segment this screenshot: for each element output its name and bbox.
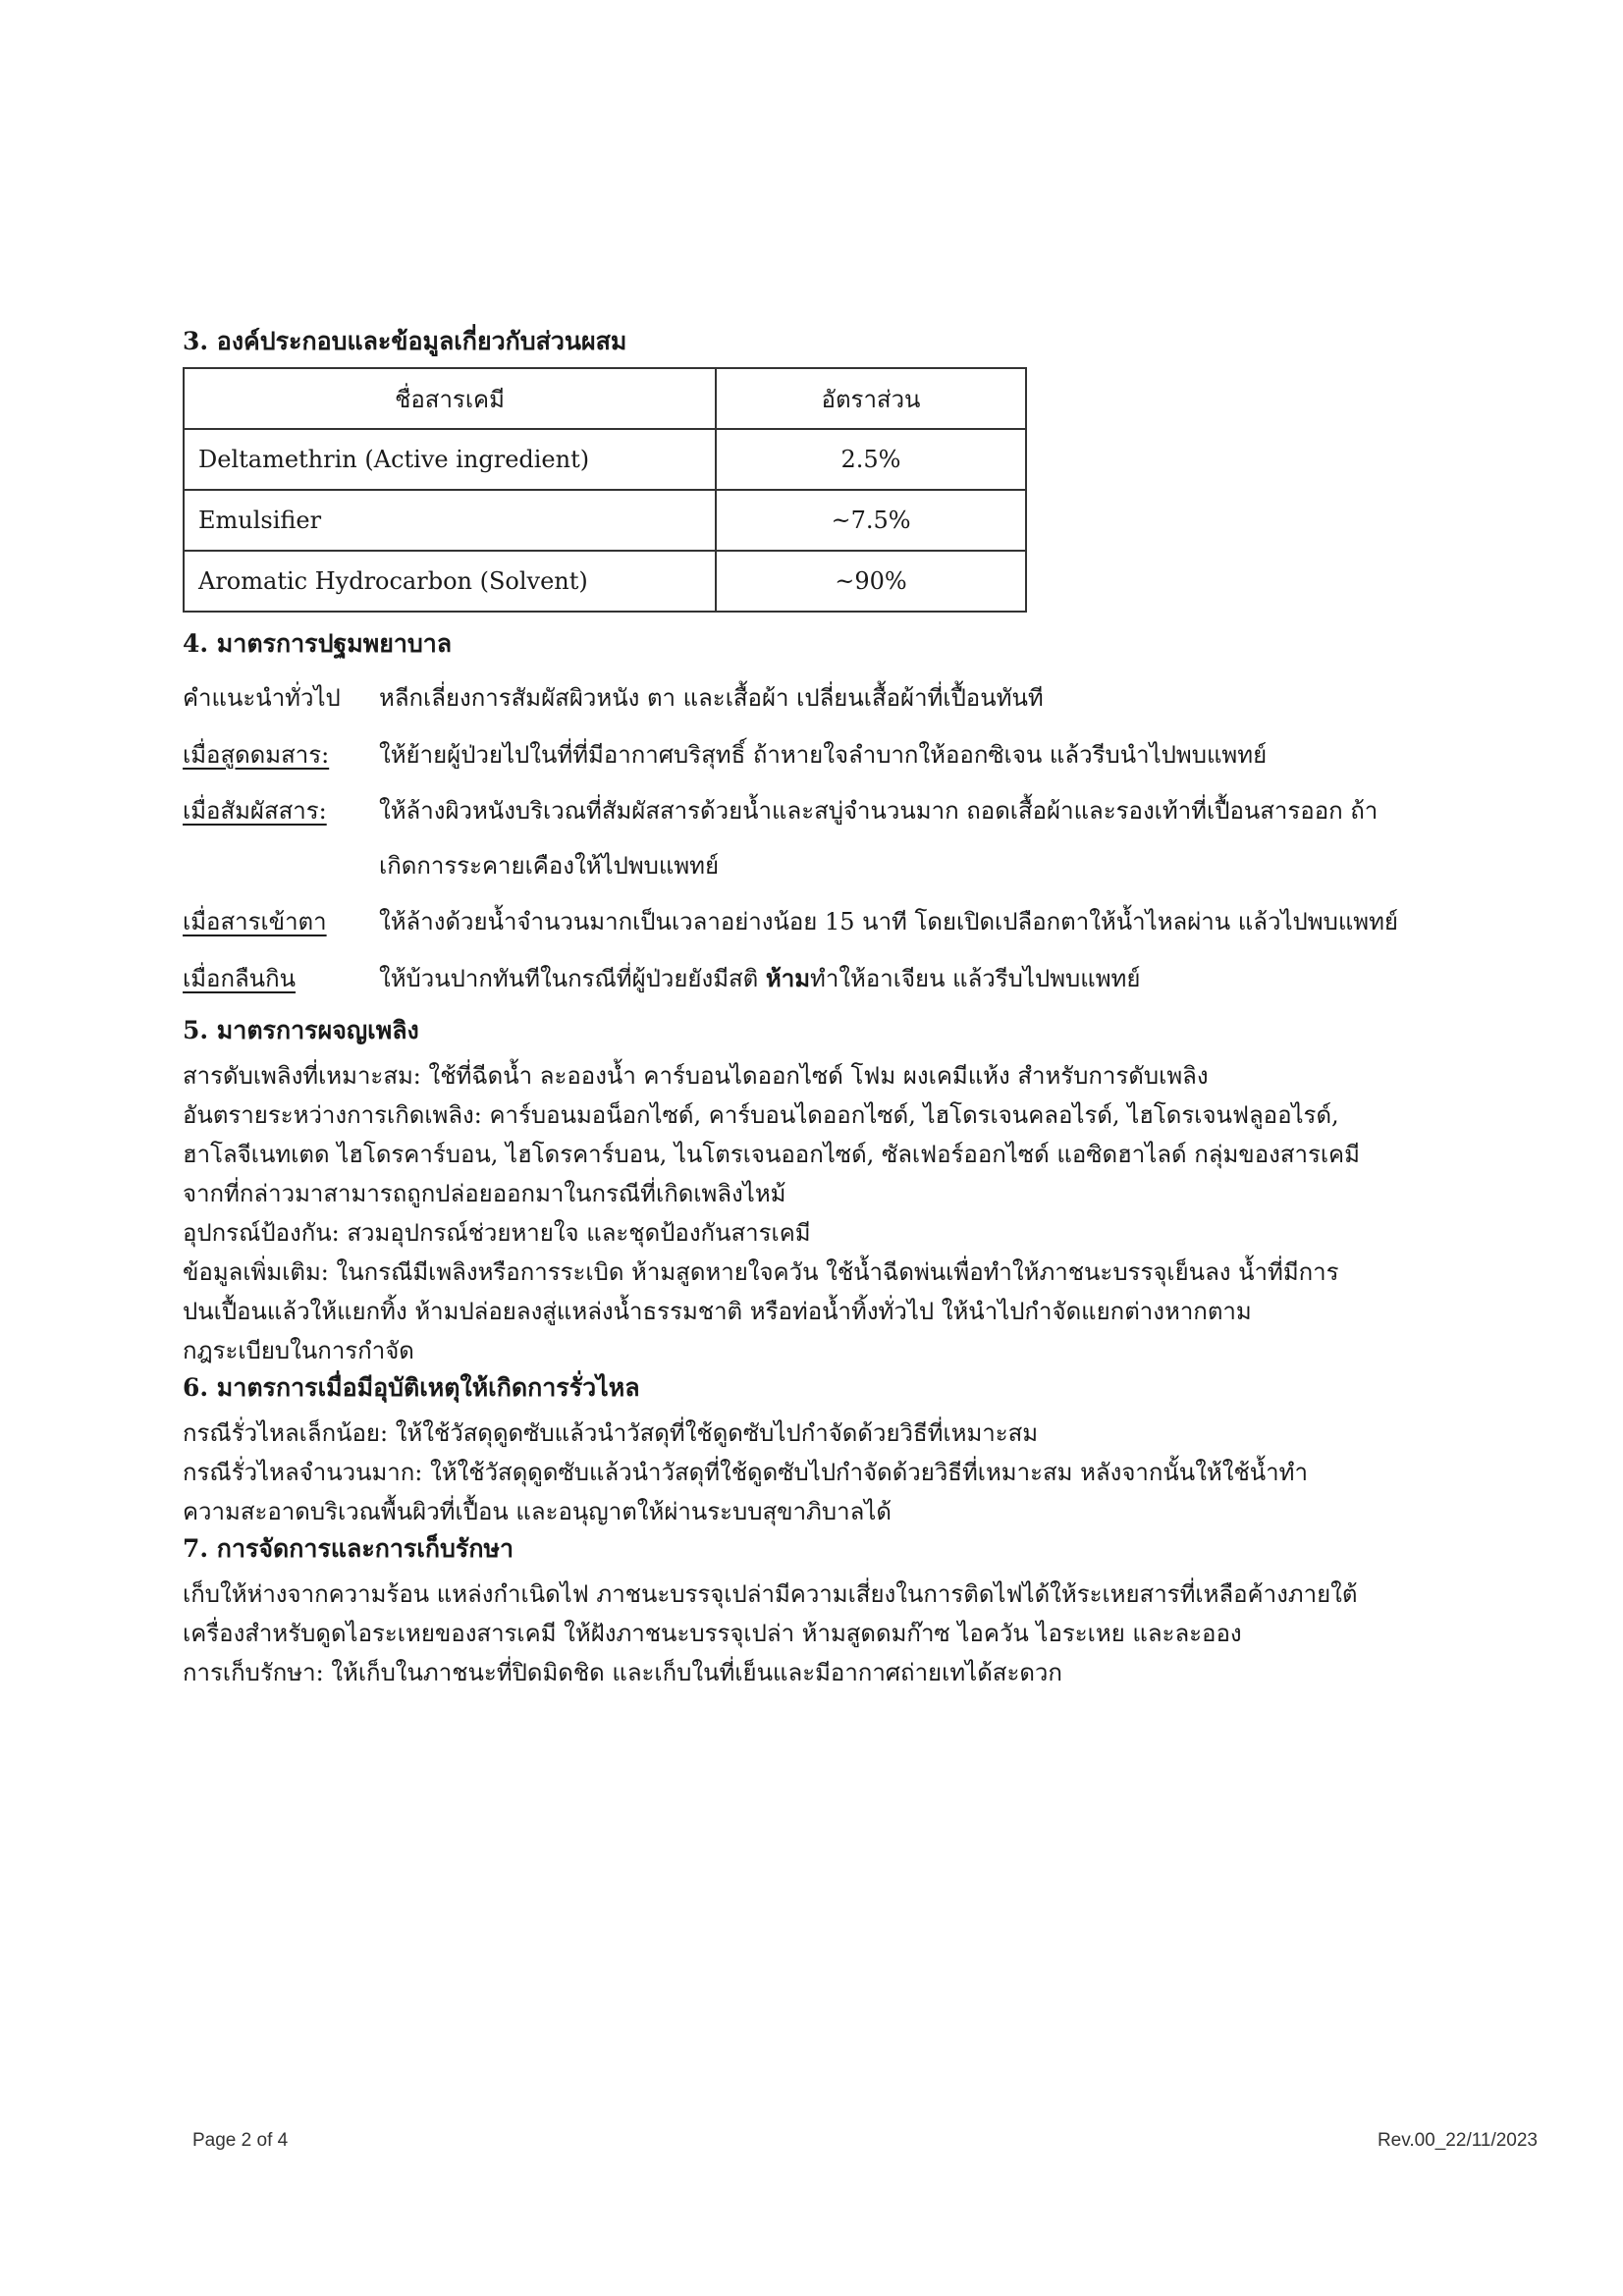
section-composition [183, 324, 1528, 613]
firefighting-line: อุปกรณ์ป้องกัน: สวมอุปกรณ์ช่วยหายใจ และชุดป้องกันสารเคมี [183, 1219, 811, 1247]
chemical-name-cell: Emulsifier [184, 490, 716, 551]
handling-line: การเก็บรักษา: ให้เก็บในภาชนะที่ปิดมิดชิด และเก็บในที่เย็นและมีอากาศถ่ายเทได้สะดวก [183, 1659, 1062, 1686]
table-row [184, 429, 1026, 490]
ratio-cell: ~90% [716, 551, 1026, 612]
first-aid-label: เมื่อสูดดมสาร: [183, 741, 330, 769]
document-content [183, 324, 1528, 1692]
first-aid-text: ให้ล้างด้วยน้ำจำนวนมากเป็นเวลาอย่างน้อย 15 นาที โดยเปิดเปลือกตาให้น้ำไหลผ่าน แล้วไปพบแพทย์ [379, 908, 1398, 935]
first-aid-text-line: ให้ล้างผิวหนังบริเวณที่สัมผัสสารด้วยน้ำและสบู่จำนวนมาก ถอดเสื้อผ้าและรองเท้าที่เปื้อนสารออก ถ้า [379, 797, 1379, 825]
firefighting-line: จากที่กล่าวมาสามารถถูกปล่อยออกมาในกรณีที่เกิดเพลิงไหม้ [183, 1180, 786, 1207]
text-segment: ให้บ้วนปากทันทีในกรณีที่ผู้ป่วยยังมีสติ [379, 965, 766, 992]
revision-label: Rev.00_22/11/2023 [1377, 2130, 1538, 2151]
first-aid-label: เมื่อสารเข้าตา [183, 908, 327, 935]
section-accidental-release [183, 1370, 1528, 1531]
firefighting-line: กฎระเบียบในการกำจัด [183, 1337, 414, 1364]
page-number: Page 2 of 4 [192, 2130, 289, 2151]
firefighting-line: สารดับเพลิงที่เหมาะสม: ใช้ที่ฉีดน้ำ ละอองน้ำ คาร์บอนไดออกไซด์ โฟม ผงเคมีแห้ง สำหรับการดับเพลิง [183, 1062, 1209, 1090]
first-aid-general [183, 669, 1528, 726]
section-7-title: 7. การจัดการและการเก็บรักษา [183, 1534, 514, 1563]
section-first-aid [183, 626, 1528, 1007]
composition-table [183, 367, 1027, 613]
release-line: ความสะอาดบริเวณพื้นผิวที่เปื้อน และอนุญาตให้ผ่านระบบสุขาภิบาลได้ [183, 1498, 892, 1525]
section-handling-storage [183, 1531, 1528, 1692]
first-aid-skin [183, 783, 1528, 893]
ratio-cell: ~7.5% [716, 490, 1026, 551]
release-line: กรณีรั่วไหลเล็กน้อย: ให้ใช้วัสดุดูดซับแล้วนำวัสดุที่ใช้ดูดซับไปกำจัดด้วยวิธีที่เหมาะสม [183, 1419, 1039, 1447]
table-header-row [184, 368, 1026, 429]
section-5-title: 5. มาตรการผจญเพลิง [183, 1016, 419, 1044]
section-6-title: 6. มาตรการเมื่อมีอุบัติเหตุให้เกิดการรั่วไหล [183, 1373, 640, 1402]
header-chemical-name: ชื่อสารเคมี [184, 368, 716, 429]
first-aid-text [379, 950, 1528, 1007]
first-aid-text [379, 783, 1528, 893]
handling-line: เก็บให้ห่างจากความร้อน แหล่งกำเนิดไฟ ภาชนะบรรจุเปล่ามีความเสี่ยงในการติดไฟได้ให้ระเหยสารที่เหลือค้างภายใต้ [183, 1580, 1358, 1608]
ratio-cell: 2.5% [716, 429, 1026, 490]
first-aid-label: เมื่อกลืนกิน [183, 965, 297, 992]
header-ratio: อัตราส่วน [716, 368, 1026, 429]
first-aid-label: เมื่อสัมผัสสาร: [183, 797, 327, 825]
release-line: กรณีรั่วไหลจำนวนมาก: ให้ใช้วัสดุดูดซับแล้วนำวัสดุที่ใช้ดูดซับไปกำจัดด้วยวิธีที่เหมาะสม หลังจากนั้นให้ใช้น้ำทำ [183, 1459, 1308, 1486]
first-aid-label: คำแนะนำทั่วไป [183, 684, 341, 712]
first-aid-ingestion [183, 950, 1528, 1007]
first-aid-text-line: เกิดการระคายเคืองให้ไปพบแพทย์ [379, 852, 720, 880]
first-aid-eyes [183, 893, 1528, 950]
first-aid-text: ให้ย้ายผู้ป่วยไปในที่ที่มีอากาศบริสุทธิ์ ถ้าหายใจลำบากให้ออกซิเจน แล้วรีบนำไปพบแพทย์ [379, 741, 1268, 769]
section-3-title: 3. องค์ประกอบและข้อมูลเกี่ยวกับส่วนผสม [183, 327, 627, 355]
firefighting-line: ฮาโลจีเนทเตด ไฮโดรคาร์บอน, ไฮโดรคาร์บอน, ไนโตรเจนออกไซด์, ซัลเฟอร์ออกไซด์ แอซิดฮาไลด์ กลุ่มของสารเคมี [183, 1141, 1360, 1168]
first-aid-inhalation [183, 726, 1528, 783]
text-segment: ทำให้อาเจียน แล้วรีบไปพบแพทย์ [810, 965, 1141, 992]
firefighting-line: ข้อมูลเพิ่มเติม: ในกรณีมีเพลิงหรือการระเบิด ห้ามสูดหายใจควัน ใช้น้ำฉีดพ่นเพื่อทำให้ภาชนะบรรจุเย็นลง น้ำที่มีการ [183, 1258, 1339, 1286]
chemical-name-cell: Deltamethrin (Active ingredient) [184, 429, 716, 490]
section-firefighting [183, 1013, 1528, 1370]
section-4-title: 4. มาตรการปฐมพยาบาล [183, 629, 453, 658]
first-aid-text: หลีกเลี่ยงการสัมผัสผิวหนัง ตา และเสื้อผ้า เปลี่ยนเสื้อผ้าที่เปื้อนทันที [379, 684, 1044, 712]
table-row [184, 551, 1026, 612]
warning-emphasis: ห้าม [765, 964, 811, 992]
firefighting-line: อันตรายระหว่างการเกิดเพลิง: คาร์บอนมอน็อกไซด์, คาร์บอนไดออกไซด์, ไฮโดรเจนคลอไรด์, ไฮโดรเจนฟลูออไรด์, [183, 1101, 1339, 1129]
table-row [184, 490, 1026, 551]
handling-line: เครื่องสำหรับดูดไอระเหยของสารเคมี ให้ฝังภาชนะบรรจุเปล่า ห้ามสูดดมก๊าซ ไอควัน ไอระเหย และละออง [183, 1620, 1242, 1647]
chemical-name-cell: Aromatic Hydrocarbon (Solvent) [184, 551, 716, 612]
firefighting-line: ปนเปื้อนแล้วให้แยกทิ้ง ห้ามปล่อยลงสู่แหล่งน้ำธรรมชาติ หรือท่อน้ำทิ้งทั่วไป ให้นำไปกำจัดแยกต่างหากตาม [183, 1298, 1252, 1325]
